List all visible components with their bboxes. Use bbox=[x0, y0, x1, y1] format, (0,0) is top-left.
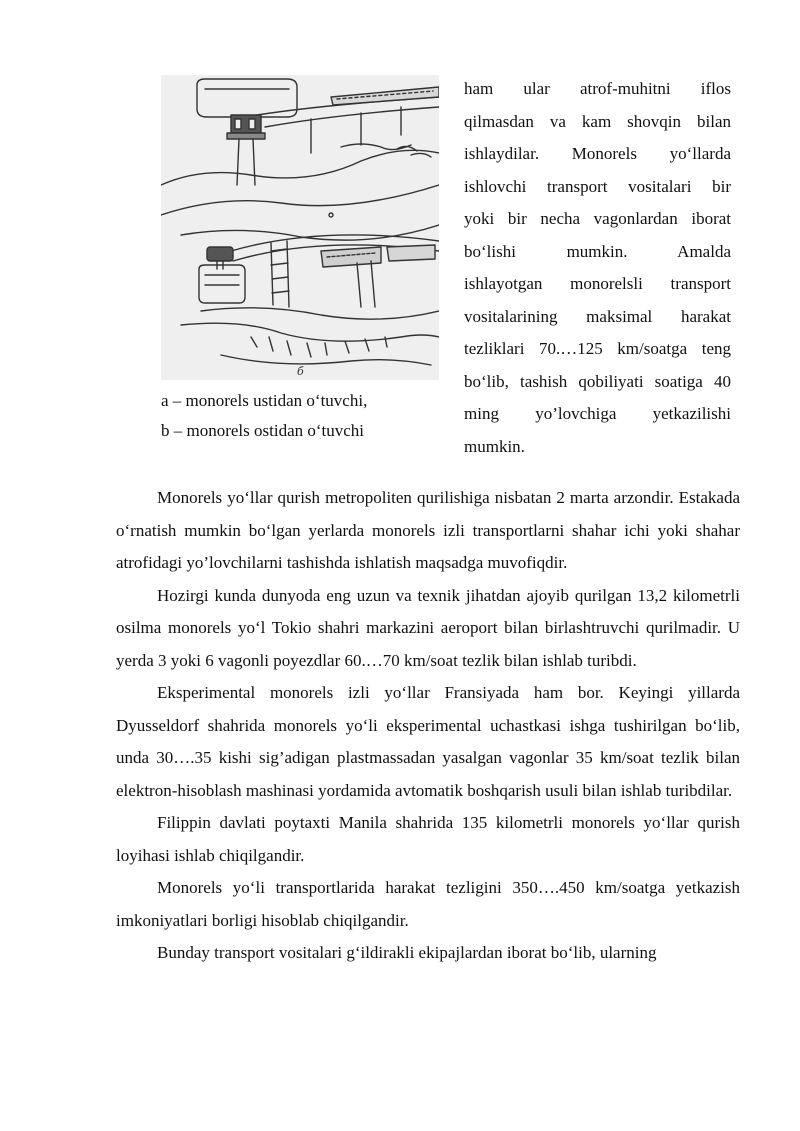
side-line: mumkin. bbox=[464, 436, 525, 456]
monorail-illustration bbox=[161, 75, 439, 380]
side-line: ham ular atrof-muhitni iflos bbox=[464, 79, 731, 98]
straddle-monorail-drawing bbox=[161, 79, 439, 240]
side-line: bo‘lishi mumkin. Amalda bbox=[464, 241, 731, 261]
caption-line-b: b – monorels ostidan o‘tuvchi bbox=[161, 421, 365, 440]
side-line: ishlovchi transport vositalari bir bbox=[464, 176, 731, 196]
paragraph: Filippin davlati poytaxti Manila shahrida 135 kilometrli monorels yo‘llar qurish loyihasi ishlab chiqilgandir. bbox=[116, 813, 740, 865]
body-text bbox=[116, 482, 740, 970]
side-column-text bbox=[464, 73, 731, 463]
side-line: vositalarining maksimal harakat bbox=[464, 306, 731, 326]
side-line: bo‘lib, tashish qobiliyati soatiga 40 bbox=[464, 371, 731, 391]
side-line: ming yo’lovchiga yetkazilishi bbox=[464, 404, 731, 423]
paragraph: Monorels yo‘llar qurish metropoliten qurilishiga nisbatan 2 marta arzondir. Estakada o‘rnatish mumkin bo‘lgan yerlarda monorels izli transportlarni shahar ichi yoki shahar atrofidagi yo’lovchilarni tashishda ishlatish maqsadga muvofiqdir. bbox=[116, 488, 740, 572]
paragraph: Hozirgi kunda dunyoda eng uzun va texnik jihatdan ajoyib qurilgan 13,2 kilometrli osilma monorels yo‘l Tokio shahri markazini aeroport bilan birlashtruvchi qurilmadir. U yerda 3 yoki 6 vagonli poyezdlar 60.…70 km/soat tezlik bilan ishlab turibdi. bbox=[116, 585, 740, 670]
paragraph: Bunday transport vositalari g‘ildirakli ekipajlardan iborat bo‘lib, ularning bbox=[157, 943, 657, 962]
caption-line-a: a – monorels ustidan o‘tuvchi, bbox=[161, 391, 368, 410]
side-line: ishlaydilar. Monorels yo‘llarda bbox=[464, 144, 731, 163]
side-line: yoki bir necha vagonlardan iborat bbox=[464, 209, 731, 228]
side-line: qilmasdan va kam shovqin bilan bbox=[464, 111, 731, 131]
figure-caption bbox=[161, 386, 451, 446]
paragraph: Monorels yo‘li transportlarida harakat tezligini 350….450 km/soatga yetkazish imkoniyatlari borligi hisoblab chiqilgandir. bbox=[116, 878, 740, 930]
side-line: tezliklari 70.…125 km/soatga teng bbox=[464, 339, 731, 358]
side-line: ishlayotgan monorelsli transport bbox=[464, 274, 731, 293]
figure-label-b: б bbox=[297, 365, 304, 378]
paragraph: Eksperimental monorels izli yo‘llar Fransiyada ham bor. Keyingi yillarda Dyusseldorf shahrida monorels yo‘li eksperimental uchastkasi ishga tushirilgan bo‘lib, unda 30….35 kishi sig’adigan plastmassadan yasalgan vagonlar 35 km/soat tezlik bilan elektron-hisoblash mashinasi yordamida avtomatik boshqarish usuli bilan ishlab turibdilar. bbox=[116, 683, 740, 800]
suspended-monorail-drawing bbox=[181, 235, 439, 365]
